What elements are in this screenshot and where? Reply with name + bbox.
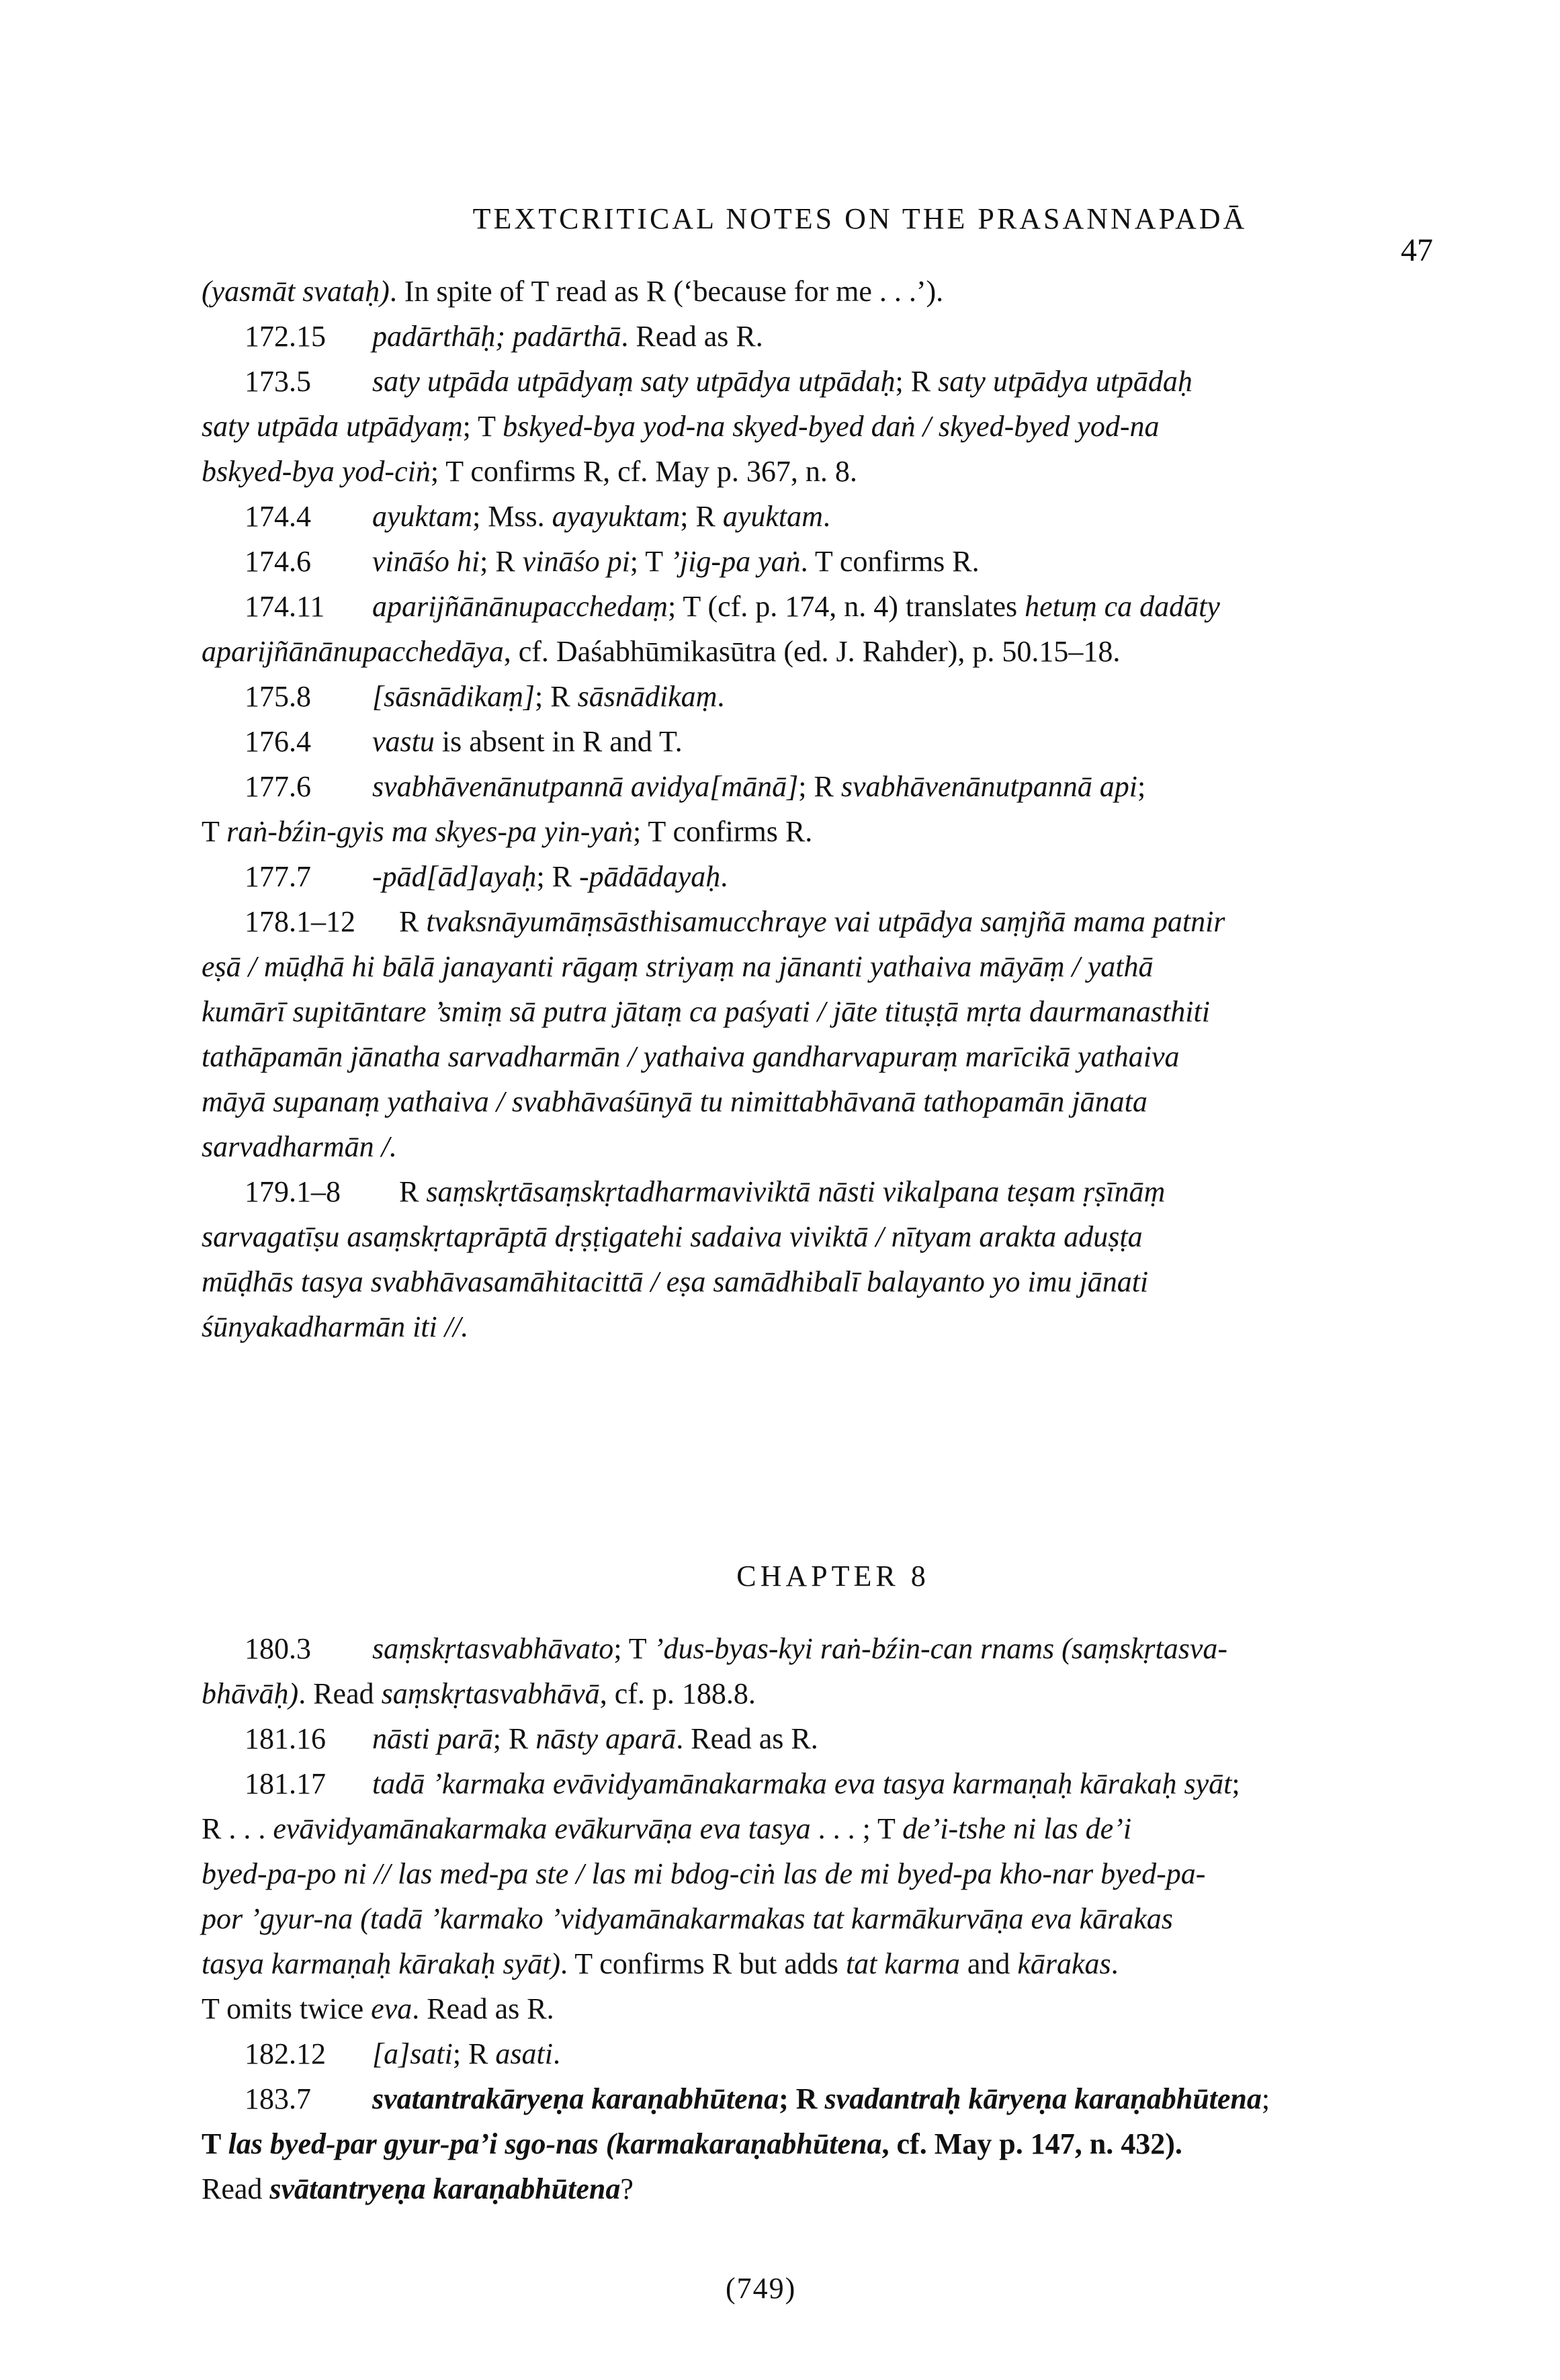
- note-entry-line: [202, 359, 1444, 404]
- note-text: T: [202, 2127, 228, 2160]
- note-text: R: [399, 905, 427, 938]
- sanskrit-tibetan-text: ayuktam: [372, 500, 473, 533]
- sanskrit-tibetan-text: vināśo hi: [372, 545, 480, 578]
- sanskrit-tibetan-text: kārakas: [1017, 1947, 1111, 1980]
- note-text: ?: [620, 2172, 634, 2205]
- sanskrit-tibetan-text: asati: [495, 2037, 553, 2070]
- note-continuation-line: [202, 1124, 1444, 1169]
- note-text: .: [822, 500, 830, 533]
- sanskrit-tibetan-text: svadantraḥ kāryeṇa karaṇabhūtena: [824, 2082, 1262, 2115]
- sanskrit-tibetan-text: vināśo pi: [522, 545, 630, 578]
- textcritical-notes-top: [202, 269, 1444, 1349]
- note-text: ; T: [613, 1632, 654, 1665]
- note-text: and: [959, 1947, 1018, 1980]
- note-reference-number: 181.17: [245, 1767, 326, 1800]
- note-entry-line: [202, 899, 1444, 944]
- note-continuation-line: [202, 989, 1444, 1034]
- note-text: Read: [202, 2172, 270, 2205]
- page-number: 47: [1401, 232, 1433, 268]
- note-entry-line: [202, 764, 1444, 809]
- sanskrit-tibetan-text: raṅ-bźin-gyis ma skyes-pa yin-yaṅ: [226, 815, 633, 848]
- note-text: ; R: [452, 2037, 496, 2070]
- note-continuation-line: [202, 404, 1444, 449]
- sanskrit-tibetan-text: eva: [371, 1992, 413, 2025]
- sanskrit-tibetan-text: sāsnādikaṃ: [577, 680, 718, 713]
- note-text: . Read as R.: [412, 1992, 554, 2025]
- note-entry-line: [202, 1626, 1444, 1671]
- sanskrit-tibetan-text: māyā supanaṃ yathaiva / svabhāvaśūnyā tu nimittabhāvanā tathopamān jānata: [202, 1085, 1147, 1118]
- note-text: ; R: [480, 545, 523, 578]
- sanskrit-tibetan-text: svabhāvenānutpannā avidya[mānā]: [372, 770, 799, 803]
- note-text: .: [720, 860, 728, 893]
- note-reference-number: 178.1–12: [245, 905, 355, 938]
- note-text: . Read: [298, 1677, 382, 1710]
- sanskrit-tibetan-text: saty utpāda utpādyaṃ: [202, 410, 463, 443]
- note-continuation-line: [202, 1259, 1444, 1304]
- note-continuation-line: [202, 2121, 1444, 2166]
- sanskrit-tibetan-text: saṃskṛtasvabhāvato: [372, 1632, 614, 1665]
- note-reference-number: 175.8: [245, 680, 311, 713]
- sanskrit-tibetan-text: nāsty aparā: [535, 1722, 677, 1755]
- sanskrit-tibetan-text: tasya karmaṇaḥ kārakaḥ syāt): [202, 1947, 561, 1980]
- note-entry-line: [202, 584, 1444, 629]
- sanskrit-tibetan-text: ayayuktam: [552, 500, 681, 533]
- sanskrit-tibetan-text: ayuktam: [722, 500, 823, 533]
- note-reference-number: 174.6: [245, 545, 311, 578]
- note-continuation-line: [202, 1896, 1444, 1941]
- sanskrit-tibetan-text: mūḍhās tasya svabhāvasamāhitacittā / eṣa samādhibalī balayanto yo imu jānati: [202, 1265, 1149, 1298]
- note-continuation-line: [202, 944, 1444, 989]
- note-text: , cf. Daśabhūmikasūtra (ed. J. Rahder), p. 50.15–18.: [503, 635, 1121, 668]
- note-text: R . . .: [202, 1812, 273, 1845]
- textcritical-notes-bottom: [202, 1626, 1444, 2211]
- note-text: ; R: [779, 2082, 825, 2115]
- note-text: . Read as R.: [676, 1722, 818, 1755]
- sanskrit-tibetan-text: aparijñānānupacchedaṃ: [372, 590, 668, 623]
- note-text: .: [1111, 1947, 1119, 1980]
- note-text: T: [202, 815, 227, 848]
- sanskrit-tibetan-text: tat karma: [845, 1947, 960, 1980]
- note-text: . Read as R.: [621, 320, 763, 353]
- sanskrit-tibetan-text: tathāpamān jānatha sarvadharmān / yathaiva gandharvapuraṃ marīcikā yathaiva: [202, 1040, 1180, 1073]
- note-reference-number: 179.1–8: [245, 1175, 341, 1208]
- sanskrit-tibetan-text: [sāsnādikaṃ]: [372, 680, 535, 713]
- note-reference-number: 173.5: [245, 365, 311, 398]
- note-text: ;: [1137, 770, 1146, 803]
- chapter-heading: CHAPTER 8: [736, 1560, 930, 1592]
- sanskrit-tibetan-text: tvaksnāyumāṃsāsthisamucchraye vai utpādya saṃjñā mama patnir: [426, 905, 1225, 938]
- note-reference-number: 180.3: [245, 1632, 311, 1665]
- note-entry-line: [202, 1761, 1444, 1806]
- note-entry-line: [202, 1716, 1444, 1761]
- sanskrit-tibetan-text: -pādādayaḥ: [579, 860, 721, 893]
- note-text: ; Mss.: [472, 500, 552, 533]
- sanskrit-tibetan-text: saty utpādya utpādaḥ: [938, 365, 1193, 398]
- sanskrit-tibetan-text: bhāvāḥ): [202, 1677, 299, 1710]
- note-text: ; T confirms R.: [632, 815, 813, 848]
- note-reference-number: 172.15: [245, 320, 326, 353]
- note-text: .: [717, 680, 725, 713]
- note-entry-line: [202, 539, 1444, 584]
- sanskrit-tibetan-text: śūnyakadharmān iti //.: [202, 1310, 469, 1343]
- note-entry-line: [202, 314, 1444, 359]
- note-text: , cf. p. 188.8.: [599, 1677, 756, 1710]
- note-text: . T confirms R.: [800, 545, 980, 578]
- sanskrit-tibetan-text: ’dus-byas-kyi raṅ-bźin-can rnams (saṃskṛtasva-: [653, 1632, 1228, 1665]
- note-text: , cf.: [881, 2127, 935, 2160]
- sanskrit-tibetan-text: (yasmāt svataḥ): [202, 275, 390, 308]
- note-reference-number: 176.4: [245, 725, 311, 758]
- note-continuation-line: [202, 1034, 1444, 1079]
- note-continuation-line: [202, 1214, 1444, 1259]
- sanskrit-tibetan-text: hetuṃ ca dadāty: [1025, 590, 1220, 623]
- note-entry-line: [202, 719, 1444, 764]
- sanskrit-tibetan-text: svatantrakāryeṇa karaṇabhūtena: [372, 2082, 779, 2115]
- note-text: ; T: [462, 410, 503, 443]
- sanskrit-tibetan-text: tadā ’karmaka evāvidyamānakarmaka eva tasya karmaṇaḥ kārakaḥ syāt: [372, 1767, 1232, 1800]
- note-continuation-line: [202, 1941, 1444, 1986]
- note-text: ; R: [680, 500, 723, 533]
- sanskrit-tibetan-text: padārthāḥ; padārthā: [372, 320, 621, 353]
- sanskrit-tibetan-text: bskyed-bya yod-ciṅ: [202, 455, 431, 488]
- sanskrit-tibetan-text: las byed-par gyur-pa’i sgo-nas (karmakaraṇabhūtena: [228, 2127, 882, 2160]
- note-text: ; R: [492, 1722, 536, 1755]
- note-continuation-line: [202, 809, 1444, 854]
- note-reference-number: 174.4: [245, 500, 311, 533]
- footer-number: (749): [726, 2272, 797, 2305]
- note-entry-line: [202, 854, 1444, 899]
- sanskrit-tibetan-text: evāvidyamānakarmaka evākurvāṇa eva tasya: [273, 1812, 811, 1845]
- note-entry-line: [202, 1169, 1444, 1214]
- note-text: ; T: [630, 545, 670, 578]
- sanskrit-tibetan-text: eṣā / mūḍhā hi bālā janayanti rāgaṃ striyaṃ na jānanti yathaiva māyāṃ / yathā: [202, 950, 1154, 983]
- sanskrit-tibetan-text: nāsti parā: [372, 1722, 493, 1755]
- note-text: . . . ; T: [810, 1812, 903, 1845]
- note-text: ; R: [895, 365, 939, 398]
- note-text: May p. 147, n. 432).: [934, 2127, 1182, 2160]
- sanskrit-tibetan-text: saty utpāda utpādyaṃ saty utpādya utpādaḥ: [372, 365, 896, 398]
- sanskrit-tibetan-text: saṃskṛtasvabhāvā: [381, 1677, 600, 1710]
- sanskrit-tibetan-text: de’i-tshe ni las de’i: [902, 1812, 1132, 1845]
- sanskrit-tibetan-text: [a]sati: [372, 2037, 453, 2070]
- note-entry-line: [202, 2031, 1444, 2076]
- sanskrit-tibetan-text: byed-pa-po ni // las med-pa ste / las mi bdog-ciṅ las de mi byed-pa kho-nar byed-pa-: [202, 1857, 1206, 1890]
- note-text: ;: [1261, 2082, 1270, 2115]
- note-text: .: [552, 2037, 560, 2070]
- sanskrit-tibetan-text: sarvagatīṣu asaṃskṛtaprāptā dṛṣṭigatehi sadaiva viviktā / nītyam arakta aduṣṭa: [202, 1220, 1143, 1253]
- note-entry-line: [202, 494, 1444, 539]
- sanskrit-tibetan-text: -pād[ād]ayaḥ: [372, 860, 537, 893]
- note-reference-number: 181.16: [245, 1722, 326, 1755]
- note-reference-number: 174.11: [245, 590, 325, 623]
- note-continuation-line: [202, 1304, 1444, 1349]
- sanskrit-tibetan-text: kumārī supitāntare ’smiṃ sā putra jātaṃ ca paśyati / jāte tituṣṭā mṛta daurmanasthiti: [202, 995, 1210, 1028]
- note-text: . In spite of T read as R (‘because for me . . .’).: [389, 275, 944, 308]
- note-continuation-line: [202, 1079, 1444, 1124]
- sanskrit-tibetan-text: svātantryeṇa karaṇabhūtena: [269, 2172, 621, 2205]
- note-text: R: [399, 1175, 427, 1208]
- note-text: ; T confirms R, cf. May p. 367, n. 8.: [430, 455, 857, 488]
- sanskrit-tibetan-text: svabhāvenānutpannā api: [840, 770, 1137, 803]
- note-continuation-line: [202, 2166, 1444, 2211]
- sanskrit-tibetan-text: bskyed-bya yod-na skyed-byed daṅ / skyed-byed yod-na: [503, 410, 1160, 443]
- note-text: ; T (cf. p. 174, n. 4) translates: [667, 590, 1025, 623]
- note-reference-number: 182.12: [245, 2037, 326, 2070]
- note-continuation-line: [202, 1851, 1444, 1896]
- note-text: is absent in R and T.: [434, 725, 683, 758]
- note-continuation-line: [202, 449, 1444, 494]
- note-entry-line: [202, 2076, 1444, 2121]
- note-reference-number: 177.6: [245, 770, 311, 803]
- sanskrit-tibetan-text: aparijñānānupacchedāya: [202, 635, 504, 668]
- note-continuation-line: [202, 269, 1444, 314]
- running-title: TEXTCRITICAL NOTES ON THE PRASANNAPADĀ: [472, 202, 1248, 235]
- note-text: ; R: [536, 860, 580, 893]
- note-continuation-line: [202, 1986, 1444, 2031]
- note-continuation-line: [202, 629, 1444, 674]
- sanskrit-tibetan-text: ’jig-pa yaṅ: [670, 545, 801, 578]
- note-continuation-line: [202, 1806, 1444, 1851]
- note-reference-number: 183.7: [245, 2082, 311, 2115]
- sanskrit-tibetan-text: vastu: [372, 725, 435, 758]
- note-text: ;: [1231, 1767, 1240, 1800]
- note-text: ; R: [535, 680, 578, 713]
- note-text: ; R: [798, 770, 841, 803]
- sanskrit-tibetan-text: saṃskṛtāsaṃskṛtadharmaviviktā nāsti vikalpana teṣam ṛṣīnāṃ: [426, 1175, 1166, 1208]
- sanskrit-tibetan-text: por ’gyur-na (tadā ’karmako ’vidyamānakarmakas tat karmākurvāṇa eva kārakas: [202, 1902, 1173, 1935]
- note-reference-number: 177.7: [245, 860, 311, 893]
- note-continuation-line: [202, 1671, 1444, 1716]
- note-entry-line: [202, 674, 1444, 719]
- note-text: . T confirms R but adds: [560, 1947, 846, 1980]
- note-text: T omits twice: [202, 1992, 372, 2025]
- sanskrit-tibetan-text: sarvadharmān /.: [202, 1130, 397, 1163]
